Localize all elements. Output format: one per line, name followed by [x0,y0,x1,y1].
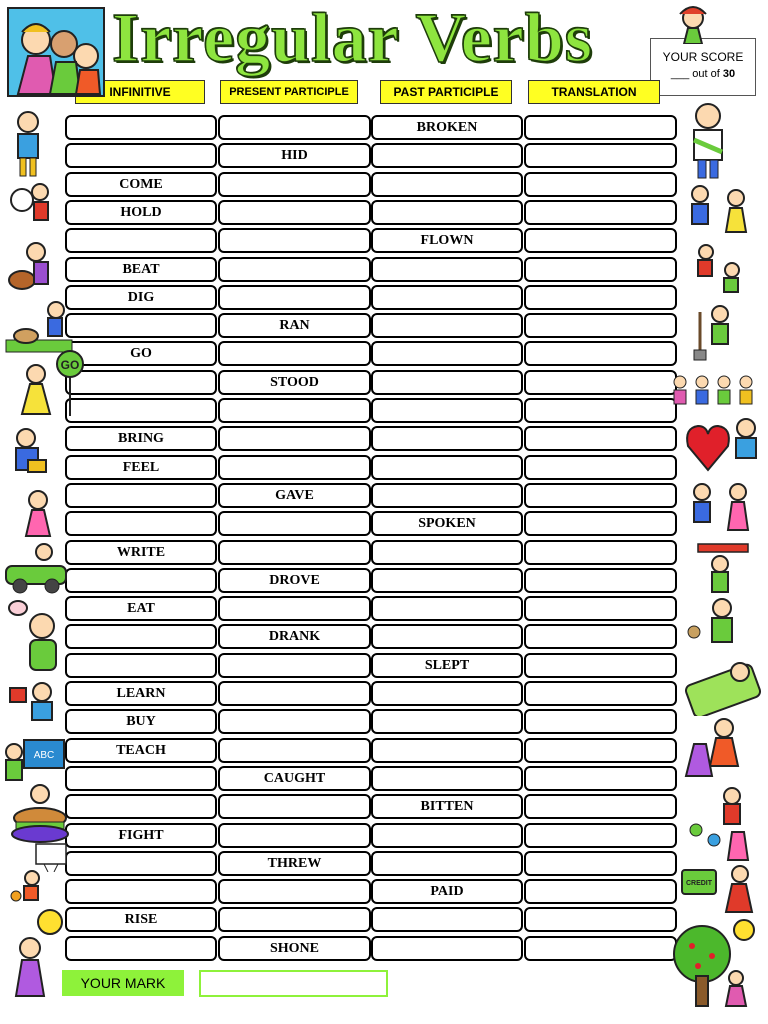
cell-infinitive[interactable] [65,228,217,253]
cell-translation[interactable] [524,313,677,338]
cell-present-participle[interactable] [218,879,371,904]
cell-infinitive[interactable] [65,568,217,593]
toys-kids-clipart [684,784,756,864]
burger-clipart [4,782,74,848]
cell-translation[interactable] [524,540,677,565]
your-mark-label: YOUR MARK [62,970,184,996]
cell-present-participle[interactable] [218,596,371,621]
cell-present-participle: CAUGHT [218,766,371,791]
cell-present-participle[interactable] [218,681,371,706]
cell-present-participle[interactable] [218,907,371,932]
cell-present-participle: RAN [218,313,371,338]
cell-past-participle: PAID [371,879,523,904]
cell-infinitive[interactable] [65,143,217,168]
score-line [651,68,755,80]
cell-present-participle: SHONE [218,936,371,961]
cell-present-participle[interactable] [218,228,371,253]
cell-infinitive[interactable] [65,511,217,536]
cell-past-participle: SPOKEN [371,511,523,536]
cell-translation[interactable] [524,568,677,593]
dress-girl-clipart [684,716,750,784]
reading-kid-clipart [8,680,58,736]
eating-kid-clipart [6,598,60,678]
score-out-of: out of [692,68,720,80]
cell-present-participle[interactable] [218,285,371,310]
header-translation: TRANSLATION [528,80,660,104]
shovel-kid-clipart [686,302,742,364]
your-mark-input[interactable] [199,970,388,997]
cell-present-participle: THREW [218,851,371,876]
kids-group-clipart [6,6,106,98]
cell-translation[interactable] [524,228,677,253]
cell-past-participle[interactable] [371,907,523,932]
cell-translation[interactable] [524,851,677,876]
cell-infinitive: FIGHT [65,823,217,848]
cell-past-participle[interactable] [371,624,523,649]
cell-infinitive: BRING [65,426,217,451]
holding-hands-clipart [684,180,754,240]
heart-girl-clipart [684,414,764,478]
cell-translation[interactable] [524,285,677,310]
ball-kid-clipart [8,868,48,908]
score-blank: ___ [670,68,690,80]
cell-present-participle[interactable] [218,398,371,423]
cell-past-participle[interactable] [371,568,523,593]
cell-infinitive[interactable] [65,313,217,338]
cell-translation[interactable] [524,624,677,649]
score-label: YOUR SCORE [662,50,744,64]
cell-past-participle[interactable] [371,823,523,848]
cell-past-participle[interactable] [371,936,523,961]
cell-translation[interactable] [524,257,677,282]
tree-sun-clipart [668,916,764,1010]
cell-present-participle[interactable] [218,540,371,565]
cell-infinitive[interactable] [65,624,217,649]
cell-present-participle[interactable] [218,455,371,480]
cell-translation[interactable] [524,596,677,621]
acrobat-kids-clipart [686,240,750,300]
pencil-kid-clipart [694,540,754,600]
cell-infinitive[interactable] [65,879,217,904]
cell-past-participle[interactable] [371,540,523,565]
go-sign-girl-clipart [12,350,88,420]
cell-infinitive: TEACH [65,738,217,763]
cell-present-participle[interactable] [218,341,371,366]
cell-translation[interactable] [524,823,677,848]
cell-translation[interactable] [524,709,677,734]
boy-clipart [6,108,52,180]
digging-kid-clipart [4,300,74,354]
cell-past-participle[interactable] [371,709,523,734]
cell-infinitive: BEAT [65,257,217,282]
cell-infinitive: EAT [65,596,217,621]
cell-infinitive: DIG [65,285,217,310]
credit-card-clipart [680,864,766,916]
couple-kids-clipart [686,480,756,538]
cell-infinitive[interactable] [65,115,217,140]
cell-past-participle[interactable] [371,483,523,508]
cell-present-participle[interactable] [218,511,371,536]
score-total: 30 [722,68,736,80]
cell-translation[interactable] [524,653,677,678]
header-present-participle: PRESENT PARTICIPLE [220,80,358,104]
sick-boy-clipart [684,100,730,180]
sleeping-kid-clipart [684,654,768,716]
cell-infinitive[interactable] [65,851,217,876]
cell-past-participle[interactable] [371,851,523,876]
cell-translation[interactable] [524,115,677,140]
cell-translation[interactable] [524,483,677,508]
cell-past-participle[interactable] [371,341,523,366]
go-sign-text: GO [60,358,80,372]
cell-past-participle[interactable] [371,596,523,621]
cell-past-participle[interactable] [371,172,523,197]
cell-translation[interactable] [524,794,677,819]
cell-past-participle[interactable] [371,313,523,338]
credit-card-text: CREDIT [685,880,713,887]
score-box [650,38,756,96]
cell-infinitive: GO [65,341,217,366]
girl-pink-clipart [20,488,56,538]
cell-present-participle: STOOD [218,370,371,395]
cell-translation[interactable] [524,907,677,932]
cell-translation[interactable] [524,766,677,791]
cell-translation[interactable] [524,455,677,480]
cell-present-participle[interactable] [218,794,371,819]
sun-girl-clipart [6,906,66,1002]
cell-infinitive: LEARN [65,681,217,706]
teacher-board-clipart [2,738,66,784]
cell-present-participle[interactable] [218,823,371,848]
cell-present-participle: HID [218,143,371,168]
cell-infinitive: BUY [65,709,217,734]
cell-past-participle[interactable] [371,398,523,423]
cell-present-participle[interactable] [218,653,371,678]
cell-present-participle[interactable] [218,200,371,225]
cell-present-participle[interactable] [218,257,371,282]
cell-past-participle[interactable] [371,426,523,451]
cell-past-participle: BROKEN [371,115,523,140]
dancing-kids-clipart [668,372,762,410]
cell-present-participle[interactable] [218,426,371,451]
cell-infinitive[interactable] [65,794,217,819]
cell-present-participle[interactable] [218,115,371,140]
cell-infinitive[interactable] [65,653,217,678]
cell-present-participle: GAVE [218,483,371,508]
cell-translation[interactable] [524,511,677,536]
cell-translation[interactable] [524,341,677,366]
cell-infinitive: FEEL [65,455,217,480]
mail-kid-clipart [8,426,50,486]
cell-present-participle[interactable] [218,709,371,734]
cell-translation[interactable] [524,681,677,706]
cell-translation[interactable] [524,143,677,168]
cell-past-participle[interactable] [371,766,523,791]
cell-translation[interactable] [524,936,677,961]
cell-past-participle: SLEPT [371,653,523,678]
ball-boy-clipart [686,596,762,656]
cell-past-participle: FLOWN [371,228,523,253]
cell-past-participle[interactable] [371,143,523,168]
cell-past-participle[interactable] [371,200,523,225]
car-clipart [2,542,70,596]
soccer-boy-clipart [8,180,54,234]
header-infinitive: INFINITIVE [75,80,205,104]
cell-past-participle: BITTEN [371,794,523,819]
cell-past-participle[interactable] [371,257,523,282]
cell-present-participle[interactable] [218,738,371,763]
cell-past-participle[interactable] [371,285,523,310]
cell-infinitive: WRITE [65,540,217,565]
cell-translation[interactable] [524,879,677,904]
cell-translation[interactable] [524,398,677,423]
girl-clipart [670,4,716,44]
cell-infinitive[interactable] [65,483,217,508]
cell-present-participle: DRANK [218,624,371,649]
page-title: Irregular Verbs [112,0,594,77]
header-past-participle: PAST PARTICIPLE [380,80,512,104]
cell-present-participle: DROVE [218,568,371,593]
cell-translation[interactable] [524,370,677,395]
cell-present-participle[interactable] [218,172,371,197]
cell-translation[interactable] [524,172,677,197]
cell-translation[interactable] [524,738,677,763]
cell-infinitive: RISE [65,907,217,932]
cell-translation[interactable] [524,426,677,451]
drummer-clipart [6,238,56,294]
cell-infinitive: HOLD [65,200,217,225]
cell-translation[interactable] [524,200,677,225]
cell-infinitive[interactable] [65,936,217,961]
cell-infinitive: COME [65,172,217,197]
cell-past-participle[interactable] [371,681,523,706]
cell-past-participle[interactable] [371,455,523,480]
abc-board-text: ABC [33,750,55,761]
cell-infinitive[interactable] [65,766,217,791]
cell-past-participle[interactable] [371,738,523,763]
cell-past-participle[interactable] [371,370,523,395]
